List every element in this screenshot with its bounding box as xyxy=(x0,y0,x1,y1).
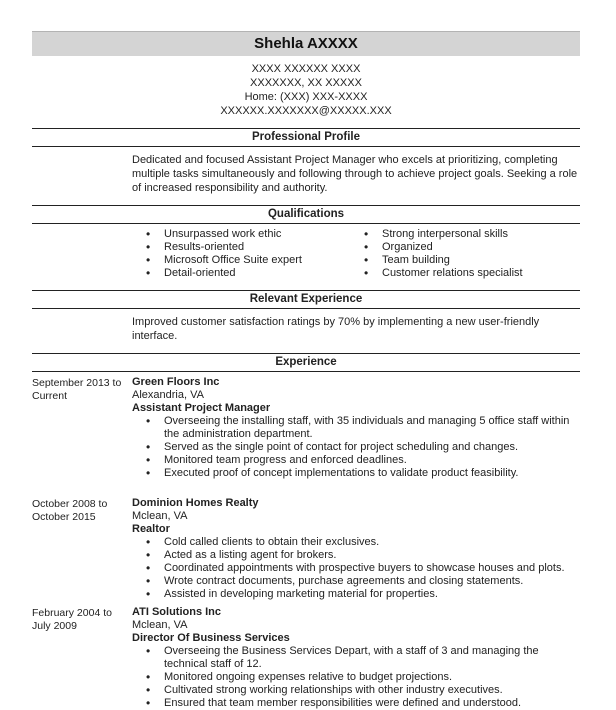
list-item: • Acted as a listing agent for brokers. xyxy=(144,549,580,562)
list-item: • Served as the single point of contact for project scheduling and changes. xyxy=(144,441,580,454)
list-item: • Wrote contract documents, purchase agreements and closing statements. xyxy=(144,575,580,588)
list-item: • Detail-oriented xyxy=(144,267,362,280)
list-item: • Ensured that team member responsibilities were defined and understood. xyxy=(144,697,580,710)
job-title: Director Of Business Services xyxy=(132,632,290,644)
job-title: Realtor xyxy=(132,523,170,535)
list-item: • Unsurpassed work ethic xyxy=(144,228,362,241)
relevant-text: Improved customer satisfaction ratings by 70% by implementing a new user-friendly interface. xyxy=(132,316,540,342)
list-item: • Overseeing the installing staff, with 35 individuals and managing 5 office staff within the administration department. xyxy=(144,415,580,441)
job-company: Green Floors Inc xyxy=(132,376,220,388)
list-item: • Microsoft Office Suite expert xyxy=(144,254,362,267)
job-location: Alexandria, VA xyxy=(132,389,204,401)
contact-city: XXXXXXX, XX XXXXX xyxy=(250,77,362,89)
list-item: • Coordinated appointments with prospective buyers to showcase houses and plots. xyxy=(144,562,580,575)
list-item: • Customer relations specialist xyxy=(362,267,580,280)
contact-email: XXXXXX.XXXXXXX@XXXXX.XXX xyxy=(220,105,392,117)
job-dates: September 2013 to Current xyxy=(32,377,122,402)
resume-page xyxy=(32,0,580,710)
job-dates: October 2008 to October 2015 xyxy=(32,498,108,523)
candidate-name: Shehla AXXXX xyxy=(32,31,580,56)
contact-address: XXXX XXXXXX XXXX xyxy=(251,63,361,75)
job-duties xyxy=(132,415,580,480)
contact-block xyxy=(32,62,580,118)
job-entry xyxy=(32,497,580,601)
list-item: • Overseeing the Business Services Depart, with a staff of 3 and managing the technical staff of 12. xyxy=(144,645,580,671)
list-item: • Team building xyxy=(362,254,580,267)
job-company: ATI Solutions Inc xyxy=(132,606,222,618)
section-heading-profile: Professional Profile xyxy=(32,128,580,147)
section-heading-experience: Experience xyxy=(32,353,580,372)
list-item: • Monitored ongoing expenses relative to budget projections. xyxy=(144,671,580,684)
list-item: • Cold called clients to obtain their exclusives. xyxy=(144,536,580,549)
job-duties xyxy=(132,536,580,601)
contact-phone: Home: (XXX) XXX-XXXX xyxy=(244,91,368,103)
qualifications-left xyxy=(144,228,362,280)
job-dates: February 2004 to July 2009 xyxy=(32,607,112,632)
job-location: Mclean, VA xyxy=(132,510,188,522)
job-company: Dominion Homes Realty xyxy=(132,497,259,509)
list-item: • Assisted in developing marketing material for properties. xyxy=(144,588,580,601)
list-item: • Executed proof of concept implementations to validate product feasibility. xyxy=(144,467,580,480)
job-entry xyxy=(32,376,580,480)
qualifications-list xyxy=(144,228,580,280)
job-location: Mclean, VA xyxy=(132,619,188,631)
section-heading-qualifications: Qualifications xyxy=(32,205,580,224)
job-duties xyxy=(132,645,580,710)
job-entry xyxy=(32,606,580,710)
section-heading-relevant: Relevant Experience xyxy=(32,290,580,309)
list-item: • Strong interpersonal skills xyxy=(362,228,580,241)
list-item: • Cultivated strong working relationships with other industry executives. xyxy=(144,684,580,697)
profile-text: Dedicated and focused Assistant Project Manager who excels at prioritizing, completing multiple tasks simultaneously and following through to achieve project goals. Seeking a role of increased responsibility and authority. xyxy=(132,154,578,194)
qualifications-right xyxy=(362,228,580,280)
list-item: • Results-oriented xyxy=(144,241,362,254)
list-item: • Organized xyxy=(362,241,580,254)
list-item: • Monitored team progress and enforced deadlines. xyxy=(144,454,580,467)
job-title: Assistant Project Manager xyxy=(132,402,271,414)
